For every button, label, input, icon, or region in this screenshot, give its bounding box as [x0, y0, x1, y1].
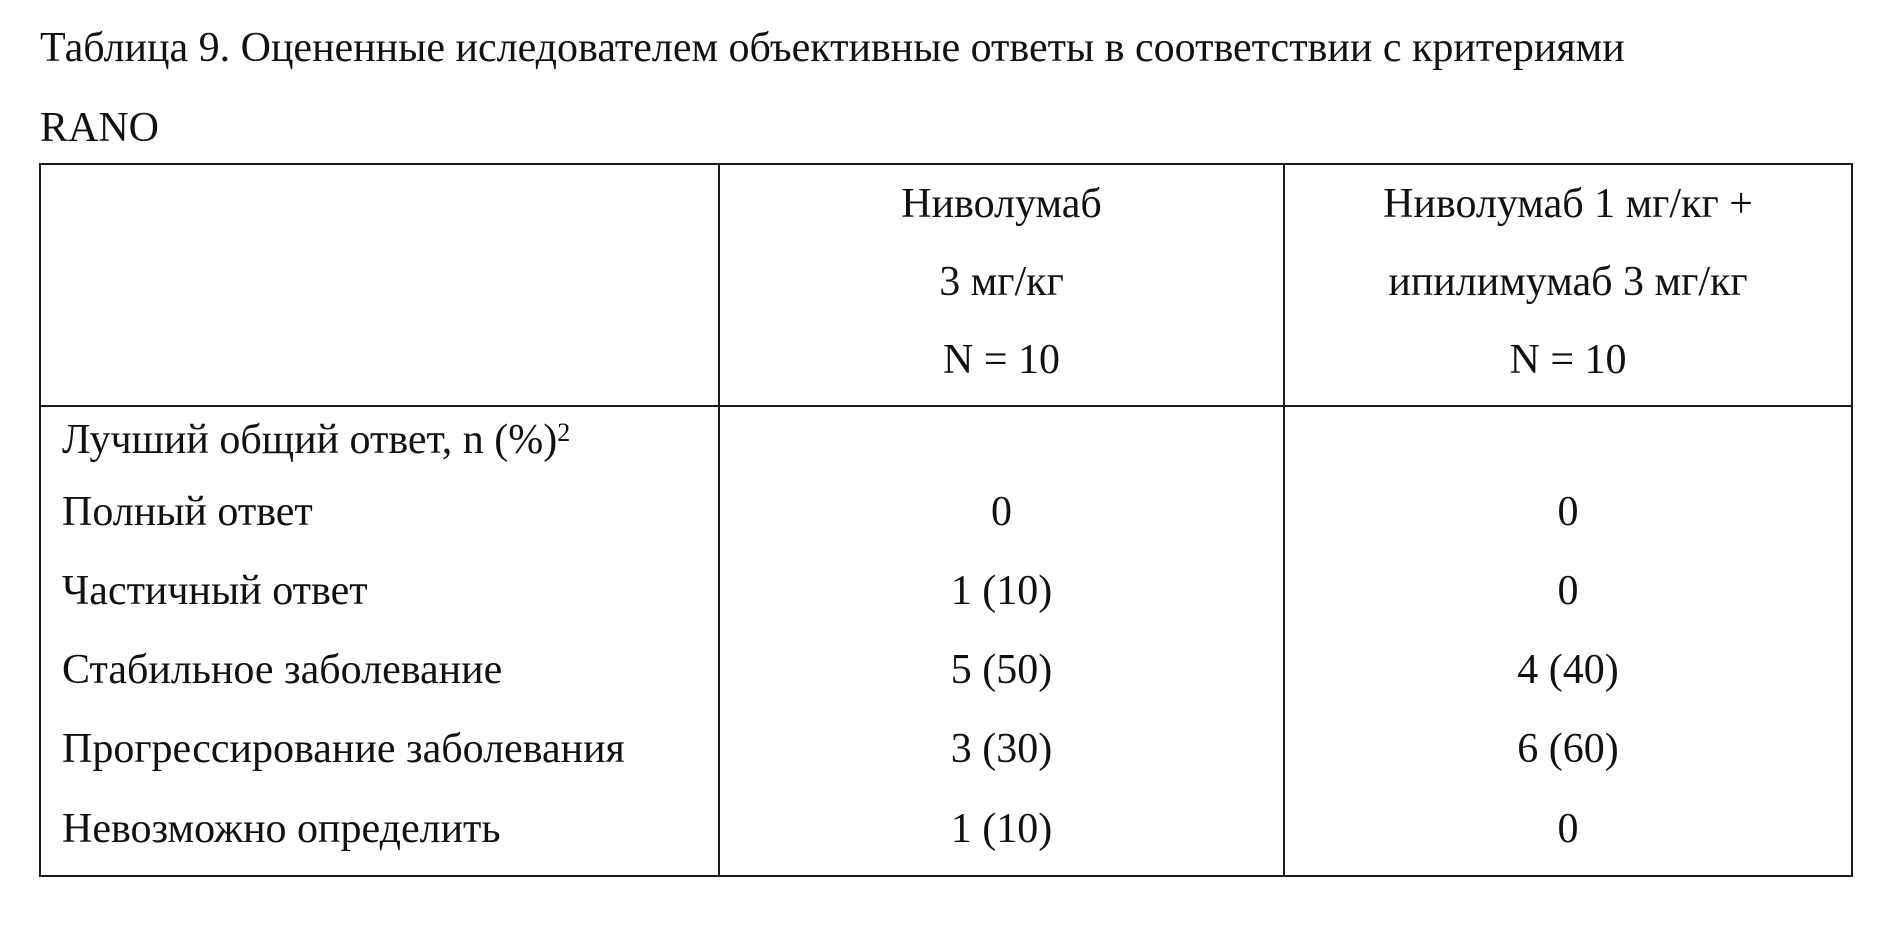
nivolumab-value: 0 [719, 473, 1284, 552]
table-row [40, 473, 1852, 552]
header-nivolumab-line-2: 3 мг/кг [939, 259, 1064, 305]
combination-value: 6 (60) [1284, 710, 1852, 789]
combination-value: 0 [1284, 789, 1852, 876]
combination-value: 4 (40) [1284, 631, 1852, 710]
row-label: Стабильное заболевание [40, 631, 719, 710]
header-nivolumab-line-3: N = 10 [942, 337, 1061, 383]
header-combination-line-1: Ниволумаб 1 мг/кг + [1383, 181, 1753, 227]
table-row [40, 789, 1852, 876]
section-footnote-marker: 2 [557, 418, 571, 447]
combination-value: 0 [1284, 552, 1852, 631]
nivolumab-value: 1 (10) [719, 552, 1284, 631]
results-table [39, 163, 1853, 877]
row-label: Полный ответ [40, 473, 719, 552]
section-row [40, 406, 1852, 473]
nivolumab-value: 3 (30) [719, 710, 1284, 789]
caption-line-1: Таблица 9. Оцененные иследователем объективные ответы в соответствии с критериями [40, 25, 1625, 71]
header-row [40, 164, 1852, 406]
header-combination-line-3: N = 10 [1509, 337, 1627, 383]
row-label: Невозможно определить [40, 789, 719, 876]
section-empty-cell-2 [1284, 406, 1852, 473]
row-label: Частичный ответ [40, 552, 719, 631]
combination-value: 0 [1284, 473, 1852, 552]
caption-line-2: RANO [40, 105, 160, 151]
table-caption [40, 8, 1880, 168]
header-cell-empty [40, 164, 719, 406]
header-combination-line-2: ипилимумаб 3 мг/кг [1388, 259, 1748, 305]
table-row [40, 710, 1852, 789]
header-cell-combination [1284, 164, 1852, 406]
header-nivolumab-line-1: Ниволумаб [901, 181, 1102, 227]
nivolumab-value: 1 (10) [719, 789, 1284, 876]
table-row [40, 552, 1852, 631]
section-label-cell [40, 406, 719, 473]
header-cell-nivolumab [719, 164, 1284, 406]
row-label: Прогрессирование заболевания [40, 710, 719, 789]
nivolumab-value: 5 (50) [719, 631, 1284, 710]
table-row [40, 631, 1852, 710]
section-empty-cell-1 [719, 406, 1284, 473]
section-label: Лучший общий ответ, n (%) [62, 417, 558, 463]
